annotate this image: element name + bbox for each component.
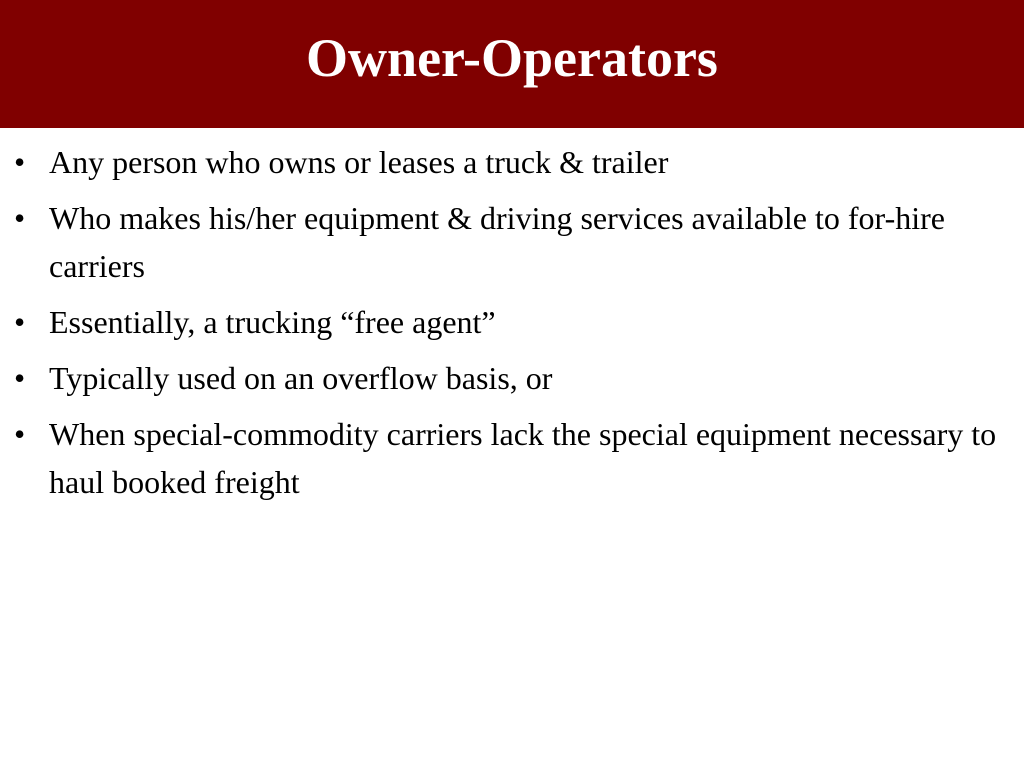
title-bar <box>0 0 1024 128</box>
bullet-point-icon: • <box>14 416 26 452</box>
bullet-text: Who makes his/her equipment & driving services available to for-hire carriers <box>49 200 945 284</box>
bullet-text: Essentially, a trucking “free agent” <box>49 304 496 340</box>
bullet-item <box>0 298 1024 346</box>
bullet-list <box>0 138 1024 514</box>
bullet-text: When special-commodity carriers lack the special equipment necessary to haul booked freight <box>49 416 997 500</box>
bullet-item <box>0 194 1024 290</box>
bullet-point-icon: • <box>14 144 26 180</box>
bullet-text: Any person who owns or leases a truck & trailer <box>49 144 669 180</box>
slide-title: Owner-Operators <box>306 28 718 88</box>
bullet-point-icon: • <box>14 200 26 236</box>
bullet-point-icon: • <box>14 360 26 396</box>
bullet-item <box>0 354 1024 402</box>
bullet-item <box>0 138 1024 186</box>
bullet-text: Typically used on an overflow basis, or <box>49 360 553 396</box>
bullet-point-icon: • <box>14 304 26 340</box>
bullet-item <box>0 410 1024 506</box>
